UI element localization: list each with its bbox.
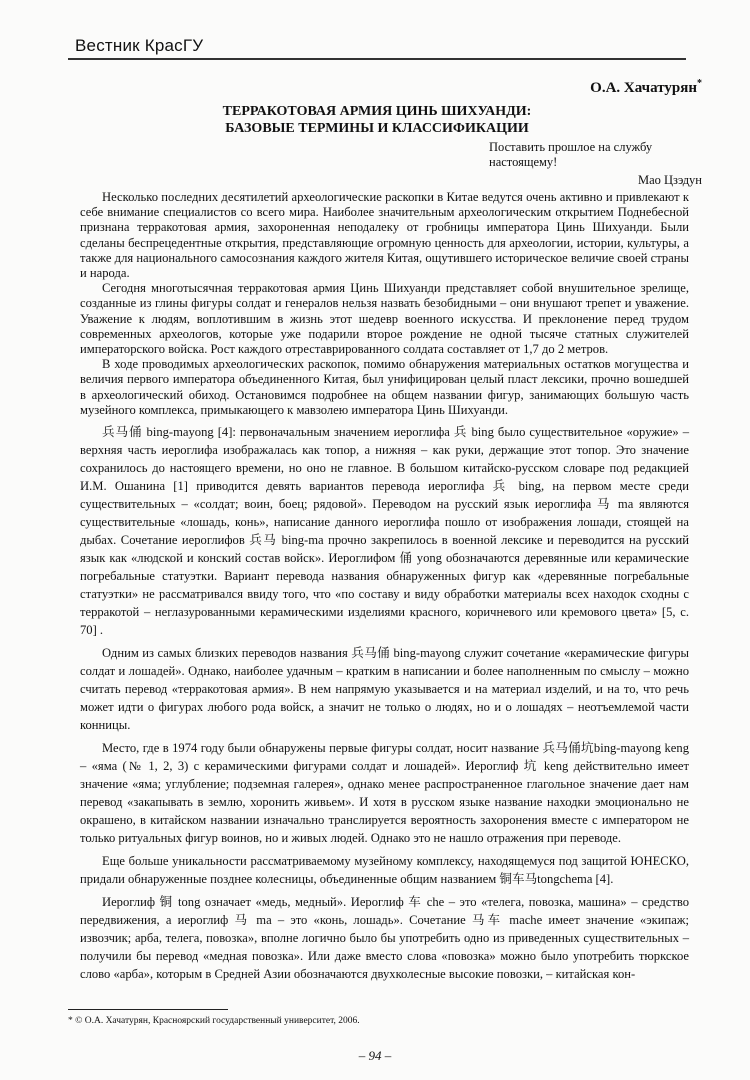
paragraph-7: Еще больше уникальности рассматриваемому музейному комплексу, находящемуся под защитой ЮНЕСКО, придали обнаруженные позднее колесницы, объединенные общим названием 铜车马tongchema [4]. [80, 854, 689, 887]
paragraph-5: Одним из самых близких переводов названия 兵马俑 bing-mayong служит сочетание «керамические фигуры солдат и лошадей». Однако, наиболее удачным – кратким в написании и более наполненным по смыслу – можно считать перевод «терракотовая армия». В нем напрямую указывается и на материал изделий, и на то, что речь может идти о фигурах любого рода войск, а значит не только о людях, но и о лошадях – неотъемлемой части конницы. [80, 646, 689, 733]
author-text: О.А. Хачатурян [590, 80, 697, 96]
paragraph-3: В ходе проводимых археологических раскопок, помимо обнаружения материальных остатков могущества и величия первого императора объединенного Китая, был унифицирован целый пласт лексики, прочно вошедшей в археологический обиход. Остановимся подробнее на общем названии фигур, занимающих большую часть музейного комплекса, примыкающего к мавзолею императора Цинь Шихуанди. [80, 357, 689, 417]
paragraph-4: 兵马俑 bing-mayong [4]: первоначальным значением иероглифа 兵 bing было существительное «оружие» – верхняя часть иероглифа изображалась как топор, а нижняя – как руки, держащие этот топор. Это значение сохранилось до настоящего времени, но оно не главное. В большом китайско-русском словаре под редакцией И.М. Ошанина [1] приводится девять вариантов перевода иероглифа 兵 bing, на первом месте среди существительных – «солдат; воин, боец; рядовой». Переводом на русский язык иероглифа 马 ma являются существительные «лошадь, конь», написание данного иероглифа пошло от изображения лошади, стоящей на дыбах. Сочетание иероглифов 兵马 bing-ma прочно закрепилось в военной лексике и переводится на русский язык как «людской и конский состав войск». Иероглифом 俑 yong обозначаются деревянные или керамические погребальные статуэтки. Вариант перевода названия обнаруженных фигур как «деревянные погребальные статуэтки» не рассматривался ввиду того, что «по составу и виду обработки материалы всех находок сходны с терракотой – неглазурованными керамическими изделиями красного, коричневого или кремового цвета» [5, с. 70] . [80, 425, 689, 638]
paragraph-6: Место, где в 1974 году были обнаружены первые фигуры солдат, носит название 兵马俑坑bing-mayong keng – «яма (№ 1, 2, 3) с керамическими фигурами солдат и лошадей». Иероглиф 坑 keng действительно имеет значение «яма; углубление; подземная галерея», однако менее распространенное глагольное значение дает нам перевод «закапывать в землю, хоронить живьем». И хотя в русском языке название находки эмоционально не окрашено, в китайском названии изначально транслируется вероятность захоронения вместе с императором не только ритуальных фигур воинов, но и живых людей. Однако это не нашло отражения при переводе. [80, 741, 689, 846]
page-number: – 94 – [358, 1048, 392, 1063]
paragraph-1: Несколько последних десятилетий археологические раскопки в Китае ведутся очень активно и привлекают к себе внимание специалистов со всего мира. Наиболее значительным археологическим открытием Поднебесной признана терракотовая армия, захороненная неподалеку от гробницы императора Цинь Шихуанди. Были сделаны беспрецедентные открытия, представляющие огромную ценность для археологии, истории, культуры, а также для национального самосознания каждого жителя Китая, ощутившего историческое величие своей страны и народа. [80, 190, 689, 281]
epigraph-text: Поставить прошлое на службу настоящему! [489, 140, 653, 169]
footnote-rule [68, 1009, 228, 1010]
author-name [590, 78, 702, 97]
article-title-line-2: БАЗОВЫЕ ТЕРМИНЫ И КЛАССИФИКАЦИИ [225, 121, 529, 136]
article-body [80, 190, 689, 983]
paragraph-8: Иероглиф 铜 tong означает «медь, медный». Иероглиф 车 che – это «телега, повозка, машина» – средство передвижения, а иероглиф 马 ma – это «конь, лошадь». Сочетание 马车 mache имеет значение «экипаж; извозчик; арба, телега, повозка», вполне логично было бы употребить одно из приведенных существительных – получили бы перевод «медная повозка». Или даже вместо слова «повозка» можно было употребить тюркское слово «арба», которым в Средней Азии обозначаются двухколесные высокие повозки, – китайская кон- [80, 895, 689, 982]
header-rule [68, 58, 686, 60]
footnote: * © О.А. Хачатурян, Красноярский государственный университет, 2006. [68, 1016, 360, 1026]
journal-header: Вестник КрасГУ [75, 36, 204, 55]
author-footnote-mark: * [697, 78, 702, 89]
epigraph-author: Мао Цзэдун [637, 173, 702, 187]
article-title-line-1: ТЕРРАКОТОВАЯ АРМИЯ ЦИНЬ ШИХУАНДИ: [222, 104, 532, 119]
paragraph-2: Сегодня многотысячная терракотовая армия Цинь Шихуанди представляет собой внушительное зрелище, созданные из глины фигуры солдат и генералов нельзя назвать безобидными – они внушают трепет и уважение. Уважение к людям, воплотившим в жизнь этот шедевр военного искусства. И преклонение перед трудом современных археологов, которые уже подарили второе рождение не одной тысяче статных служителей императорского войска. Рост каждого отреставрированного солдата составляет от 1,7 до 2 метров. [80, 281, 689, 357]
